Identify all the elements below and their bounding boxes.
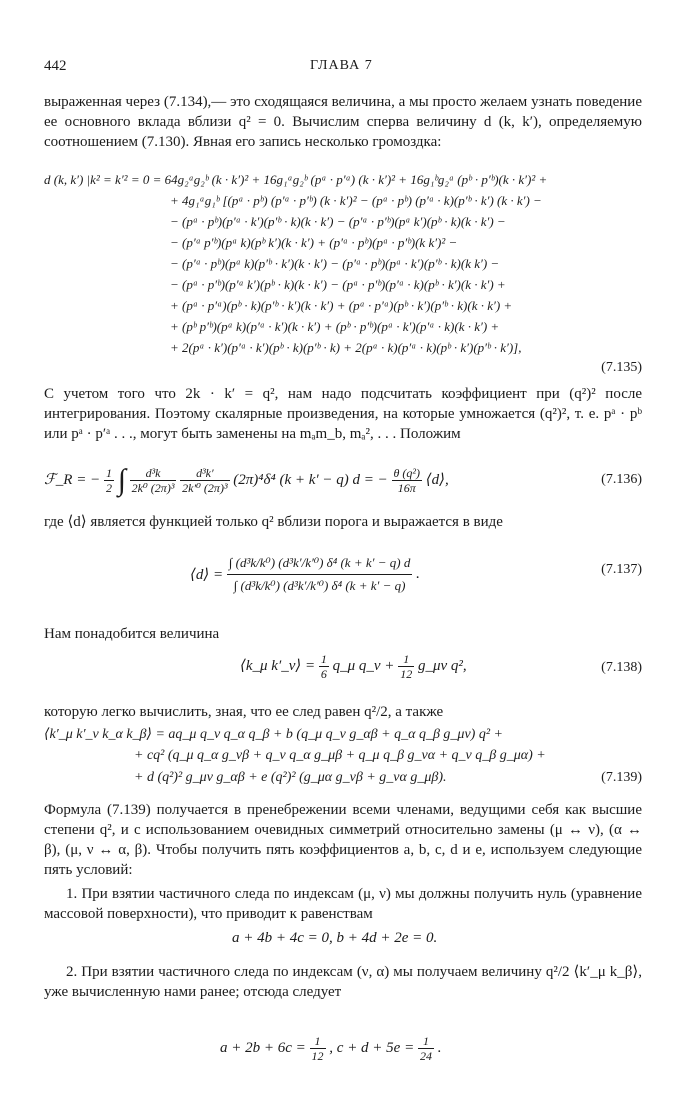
paragraph-3: где ⟨d⟩ является функцией только q² вблизи порога и выражается в виде bbox=[44, 514, 503, 530]
eq136-half-den: 2 bbox=[105, 481, 112, 495]
eq135-line-5: − (p′ᵃ · pᵇ)(pᵃ k)(p′ᵇ · k′)(k · k′) − (p′ᵃ · pᵇ)(pᵃ · k′)(p′ᵇ · k)(k k′) − bbox=[170, 256, 500, 271]
eq137-lhs: ⟨d⟩ = bbox=[190, 567, 224, 583]
eq135-line-2: + 4g₁ᵃg₁ᵇ [(pᵃ · pᵇ) (p′ᵃ · p′ᵇ) (k · k′)² − (pᵃ · pᵇ) (p′ᵃ · k)(p′ᵇ · k′) (k · k′) − bbox=[170, 193, 542, 208]
eq136-frac-3 bbox=[392, 466, 422, 495]
eq137-num: ∫ (d³k/k⁰) (d³k′/k′⁰) δ⁴ (k + k′ − q) d bbox=[227, 552, 413, 575]
integral-sign: ∫ bbox=[117, 463, 126, 497]
eqb-frac-2-num: 1 bbox=[418, 1034, 434, 1049]
eq139-line-2: + cq² (q_μ q_α g_νβ + q_ν q_α g_μβ + q_μ q_β g_να + q_ν q_β g_μα) + bbox=[134, 748, 546, 763]
eq136-half bbox=[104, 466, 114, 495]
eq138-mid: q_μ q_ν + bbox=[332, 657, 395, 674]
eq138-frac-1 bbox=[319, 652, 329, 681]
eq135-line-7: + (pᵃ · p′ᵃ)(pᵇ · k)(p′ᵇ · k′)(k · k′) + (pᵃ · p′ᵃ)(pᵇ · k′)(p′ᵇ · k)(k · k′) + bbox=[170, 298, 513, 313]
equation-7-137 bbox=[190, 552, 420, 597]
eq137-tail: . bbox=[416, 565, 420, 582]
eq136-frac-1 bbox=[130, 466, 177, 495]
eq136-frac-3-den: 16π bbox=[397, 481, 416, 495]
eq139-line-3: + d (q²)² g_μν g_αβ + e (q²)² (g_μα g_νβ + g_να g_μβ). bbox=[134, 770, 447, 785]
paragraph-4: Нам понадобится величина bbox=[44, 626, 220, 642]
eq137-number: (7.137) bbox=[601, 562, 642, 577]
eq136-tail: ⟨d⟩, bbox=[425, 471, 449, 488]
paragraph-8: 2. При взятии частичного следа по индексам (ν, α) мы получаем величину q²/2 ⟨k′_μ k_β⟩, уже вычисленную нами ранее; отсюда следует bbox=[44, 964, 642, 1000]
eq136-frac-2 bbox=[180, 466, 229, 495]
eq136-number: (7.136) bbox=[601, 472, 642, 487]
eq138-frac-2 bbox=[398, 652, 414, 681]
eq136-frac-3-num: θ (q²) bbox=[393, 466, 421, 480]
running-head: ГЛАВА 7 bbox=[310, 58, 373, 73]
equation-conditions-1: a + 4b + 4c = 0, b + 4d + 2e = 0. bbox=[232, 930, 438, 946]
eqb-frac-2 bbox=[418, 1034, 434, 1063]
page-number: 442 bbox=[44, 58, 67, 74]
paragraph-5: которую легко вычислить, зная, что ее след равен q²/2, а также bbox=[44, 704, 444, 720]
equation-7-138 bbox=[240, 652, 467, 681]
paragraph-7: 1. При взятии частичного следа по индексам (μ, ν) мы должны получить нуль (уравнение массовой поверхности), что приводит к равенствам bbox=[44, 886, 642, 922]
eqb-frac-1-den: 12 bbox=[311, 1049, 324, 1063]
eqb-frac-1-num: 1 bbox=[310, 1034, 326, 1049]
eq135-line-8: + (pᵇ p′ᵇ)(pᵃ k)(p′ᵃ · k′)(k · k′) + (pᵇ · p′ᵇ)(pᵃ · k′)(p′ᵃ · k)(k · k′) + bbox=[170, 319, 500, 334]
eq135-line-1: d (k, k′) |k² = k′² = 0 = 64g₂ᵃg₂ᵇ (k · k′)² + 16g₁ᵃg₂ᵇ (pᵃ · p′ᵃ) (k · k′)² + 16g₁ᵇg₂ᵃ (pᵇ · p′ᵇ)(k · k′)² + bbox=[44, 172, 548, 187]
eq139-number: (7.139) bbox=[601, 770, 642, 785]
eq138-frac-2-num: 1 bbox=[398, 652, 414, 667]
eq137-frac bbox=[227, 552, 413, 597]
eq138-frac-2-den: 12 bbox=[400, 667, 413, 681]
eq135-line-6: − (pᵃ · p′ᵇ)(p′ᵃ k′)(pᵇ · k)(k · k′) − (pᵃ · p′ᵇ)(p′ᵃ · k)(pᵇ · k′)(k · k′) + bbox=[170, 277, 506, 292]
eq135-line-9: + 2(pᵃ · k′)(p′ᵃ · k′)(pᵇ · k)(p′ᵇ · k) + 2(pᵃ · k)(p′ᵃ · k)(pᵇ · k′)(p′ᵇ · k′)], bbox=[170, 340, 522, 355]
eq136-half-num: 1 bbox=[105, 466, 112, 480]
eq135-line-3: − (pᵃ · pᵇ)(p′ᵃ · k′)(p′ᵇ · k)(k · k′) − (p′ᵃ · p′ᵇ)(pᵃ k′)(pᵇ · k)(k · k′) − bbox=[170, 214, 506, 229]
eqb-tail: . bbox=[437, 1039, 442, 1056]
equation-7-136 bbox=[44, 463, 449, 497]
eq136-frac-1-num: d³k bbox=[130, 466, 177, 481]
eq138-frac-1-num: 1 bbox=[320, 652, 327, 666]
eqb-frac-1 bbox=[310, 1034, 326, 1063]
eq135-line-4: − (p′ᵃ p′ᵇ)(pᵃ k)(pᵇ k′)(k · k′) + (p′ᵃ · pᵇ)(pᵃ · p′ᵇ)(k k′)² − bbox=[170, 235, 458, 250]
equation-conditions-2 bbox=[220, 1034, 441, 1063]
eqb-mid: , c + d + 5e = bbox=[329, 1039, 415, 1056]
eqb-left: a + 2b + 6c = bbox=[220, 1039, 306, 1056]
eq138-number: (7.138) bbox=[601, 660, 642, 675]
eqb-frac-2-den: 24 bbox=[419, 1049, 432, 1063]
eq139-line-1: ⟨k′_μ k′_ν k_α k_β⟩ = aq_μ q_ν q_α q_β + b (q_μ q_ν g_αβ + q_α q_β g_μν) q² + bbox=[44, 727, 503, 742]
eq136-lhs: ℱ_R = − bbox=[44, 471, 101, 488]
paragraph-6: Формула (7.139) получается в пренебрежении всеми членами, ведущими себя как высшие степени q², и с использованием очевидных симметрий относительно замены (μ ↔ ν), (α ↔ β), (μ, ν ↔ α, β). Чтобы получить пять коэффициентов a, b, c, d и e, используем следующие пять условий: bbox=[44, 802, 642, 878]
paragraph-1: выраженная через (7.134),— это сходящаяся величина, а мы просто желаем узнать поведение ее основного вклада вблизи q² = 0. Вычислим сперва величину d (k, k′), определяемую соотношением (7.130). Явная его запись несколько громоздка: bbox=[44, 94, 642, 150]
eq138-tail: g_μν q², bbox=[417, 657, 467, 674]
eq136-mid: (2π)⁴δ⁴ (k + k′ − q) d = − bbox=[233, 471, 388, 488]
page-header bbox=[44, 58, 642, 82]
eq138-lhs: ⟨k_μ k′_ν⟩ = bbox=[240, 657, 316, 674]
eq135-number: (7.135) bbox=[601, 360, 642, 375]
eq136-frac-2-num: d³k′ bbox=[180, 466, 229, 481]
eq138-frac-1-den: 6 bbox=[320, 667, 327, 681]
paragraph-2: С учетом того что 2k · k′ = q², нам надо подсчитать коэффициент при (q²)² после интегрирования. Поэтому скалярные произведения, на которые умножается (q²)², т. е. pᵃ · pᵇ или pᵃ · p′ᵃ . . ., могут быть заменены на mₐm_b, mₐ², . . . Положим bbox=[44, 386, 642, 442]
eq136-frac-1-den: 2k⁰ (2π)³ bbox=[131, 481, 175, 495]
eq137-den: ∫ (d³k/k⁰) (d³k′/k′⁰) δ⁴ (k + k′ − q) bbox=[233, 578, 406, 593]
eq136-frac-2-den: 2k′⁰ (2π)³ bbox=[182, 481, 228, 495]
